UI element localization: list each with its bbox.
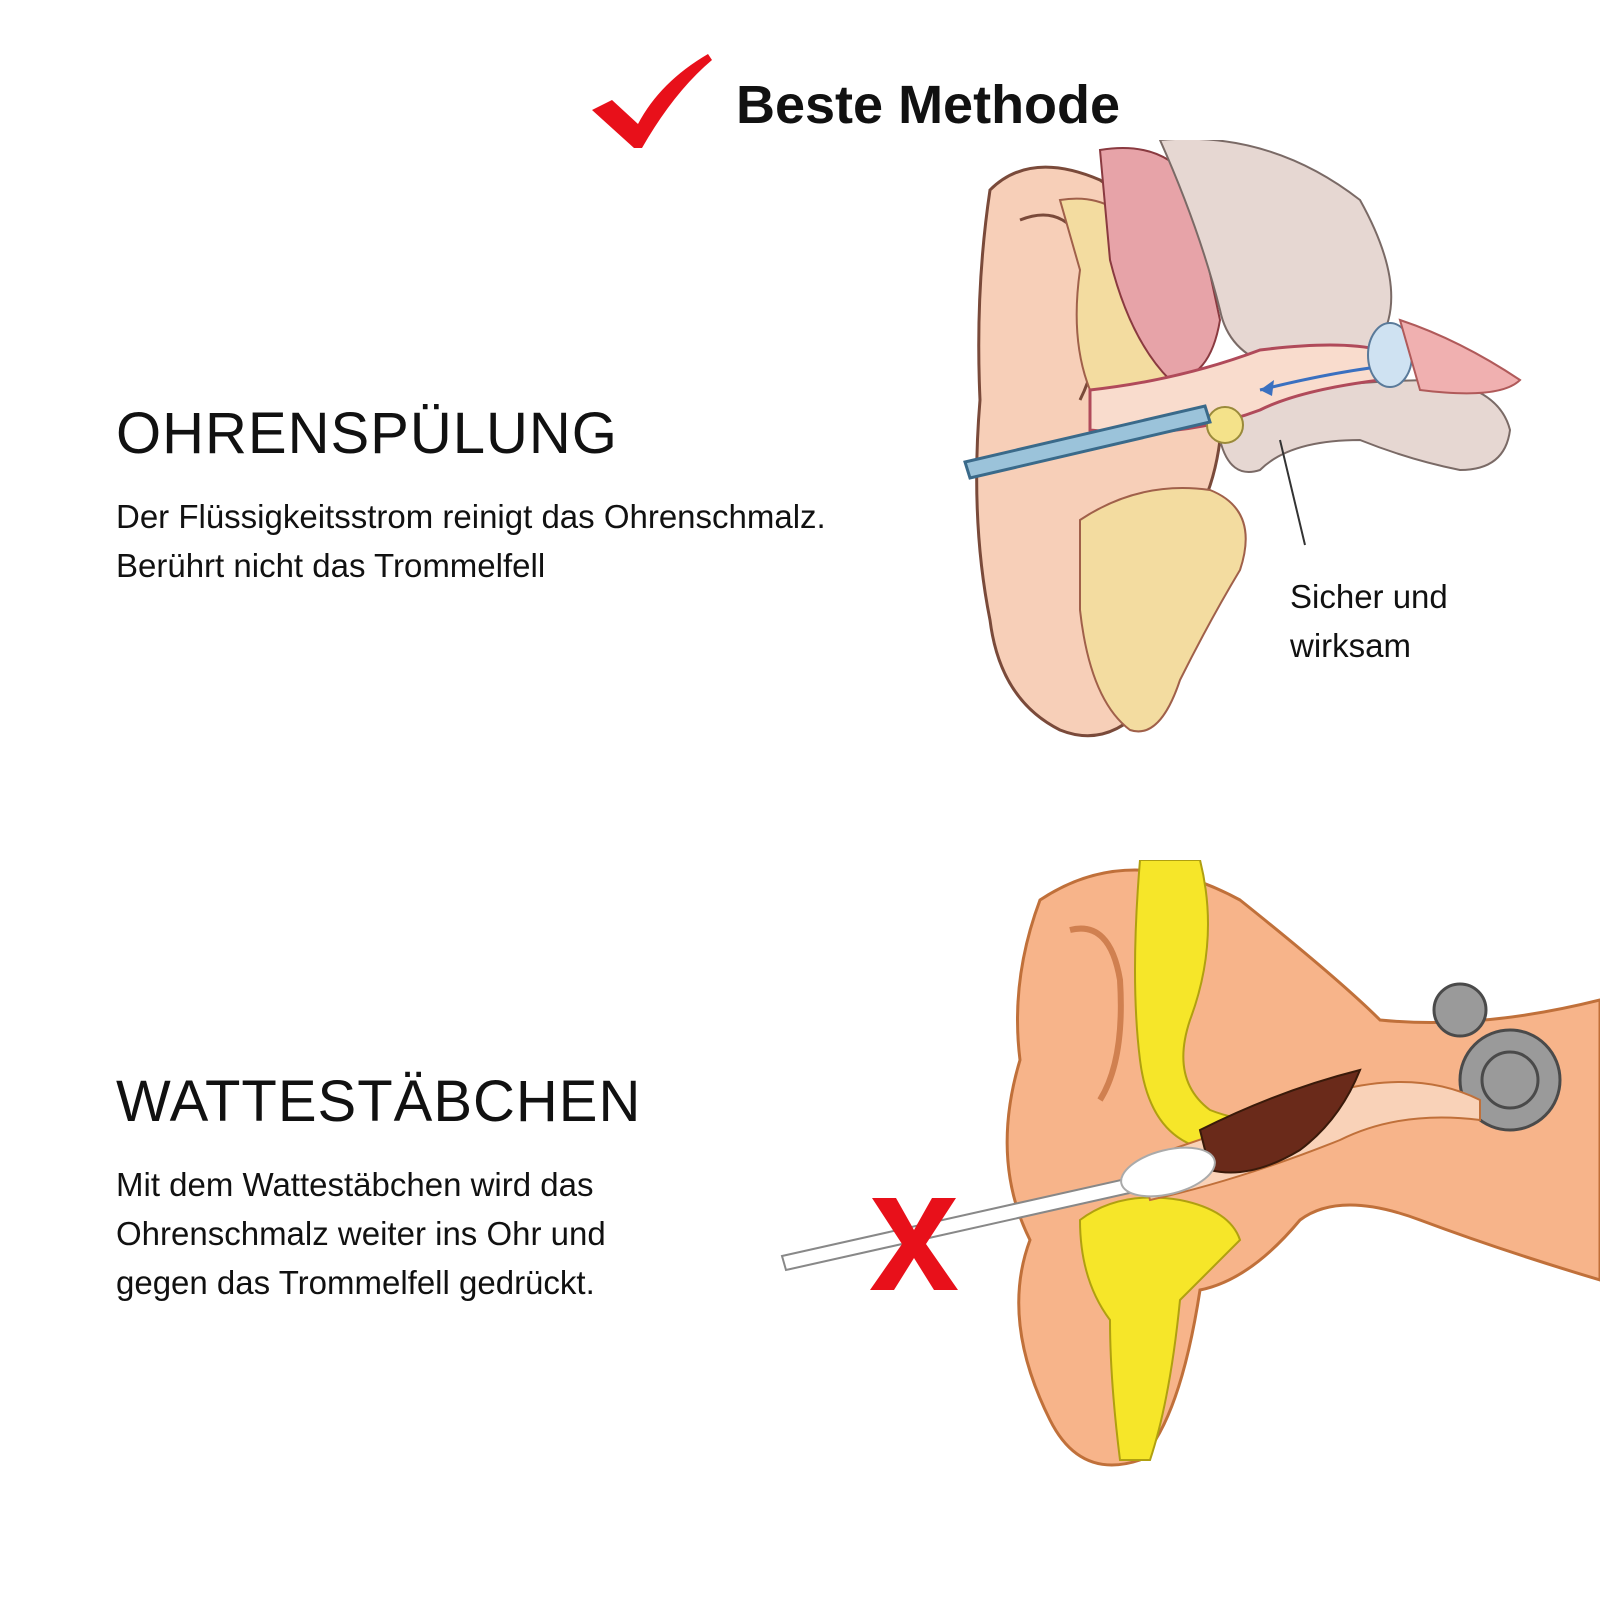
- x-icon: [868, 1194, 960, 1294]
- caption-line: wirksam: [1290, 627, 1411, 664]
- ear-irrigation-caption: [1290, 572, 1448, 670]
- caption-line: Sicher und: [1290, 578, 1448, 615]
- section-description-cotton-swab: [116, 1160, 606, 1307]
- page-title: Beste Methode: [736, 75, 1121, 135]
- ear-irrigation-diagram: [960, 140, 1560, 760]
- description-line: Mit dem Wattestäbchen wird das: [116, 1166, 594, 1203]
- description-line: gegen das Trommelfell gedrückt.: [116, 1264, 595, 1301]
- description-line: Berührt nicht das Trommelfell: [116, 547, 546, 584]
- ear-cotton-swab-diagram: [780, 860, 1600, 1480]
- check-icon: [590, 52, 720, 152]
- section-description-ear-irrigation: [116, 492, 826, 590]
- description-line: Ohrenschmalz weiter ins Ohr und: [116, 1215, 606, 1252]
- description-line: Der Flüssigkeitsstrom reinigt das Ohrenschmalz.: [116, 498, 826, 535]
- section-title-cotton-swab: WATTESTÄBCHEN: [116, 1069, 642, 1134]
- section-title-ear-irrigation: OHRENSPÜLUNG: [116, 401, 618, 466]
- header: [590, 52, 1190, 152]
